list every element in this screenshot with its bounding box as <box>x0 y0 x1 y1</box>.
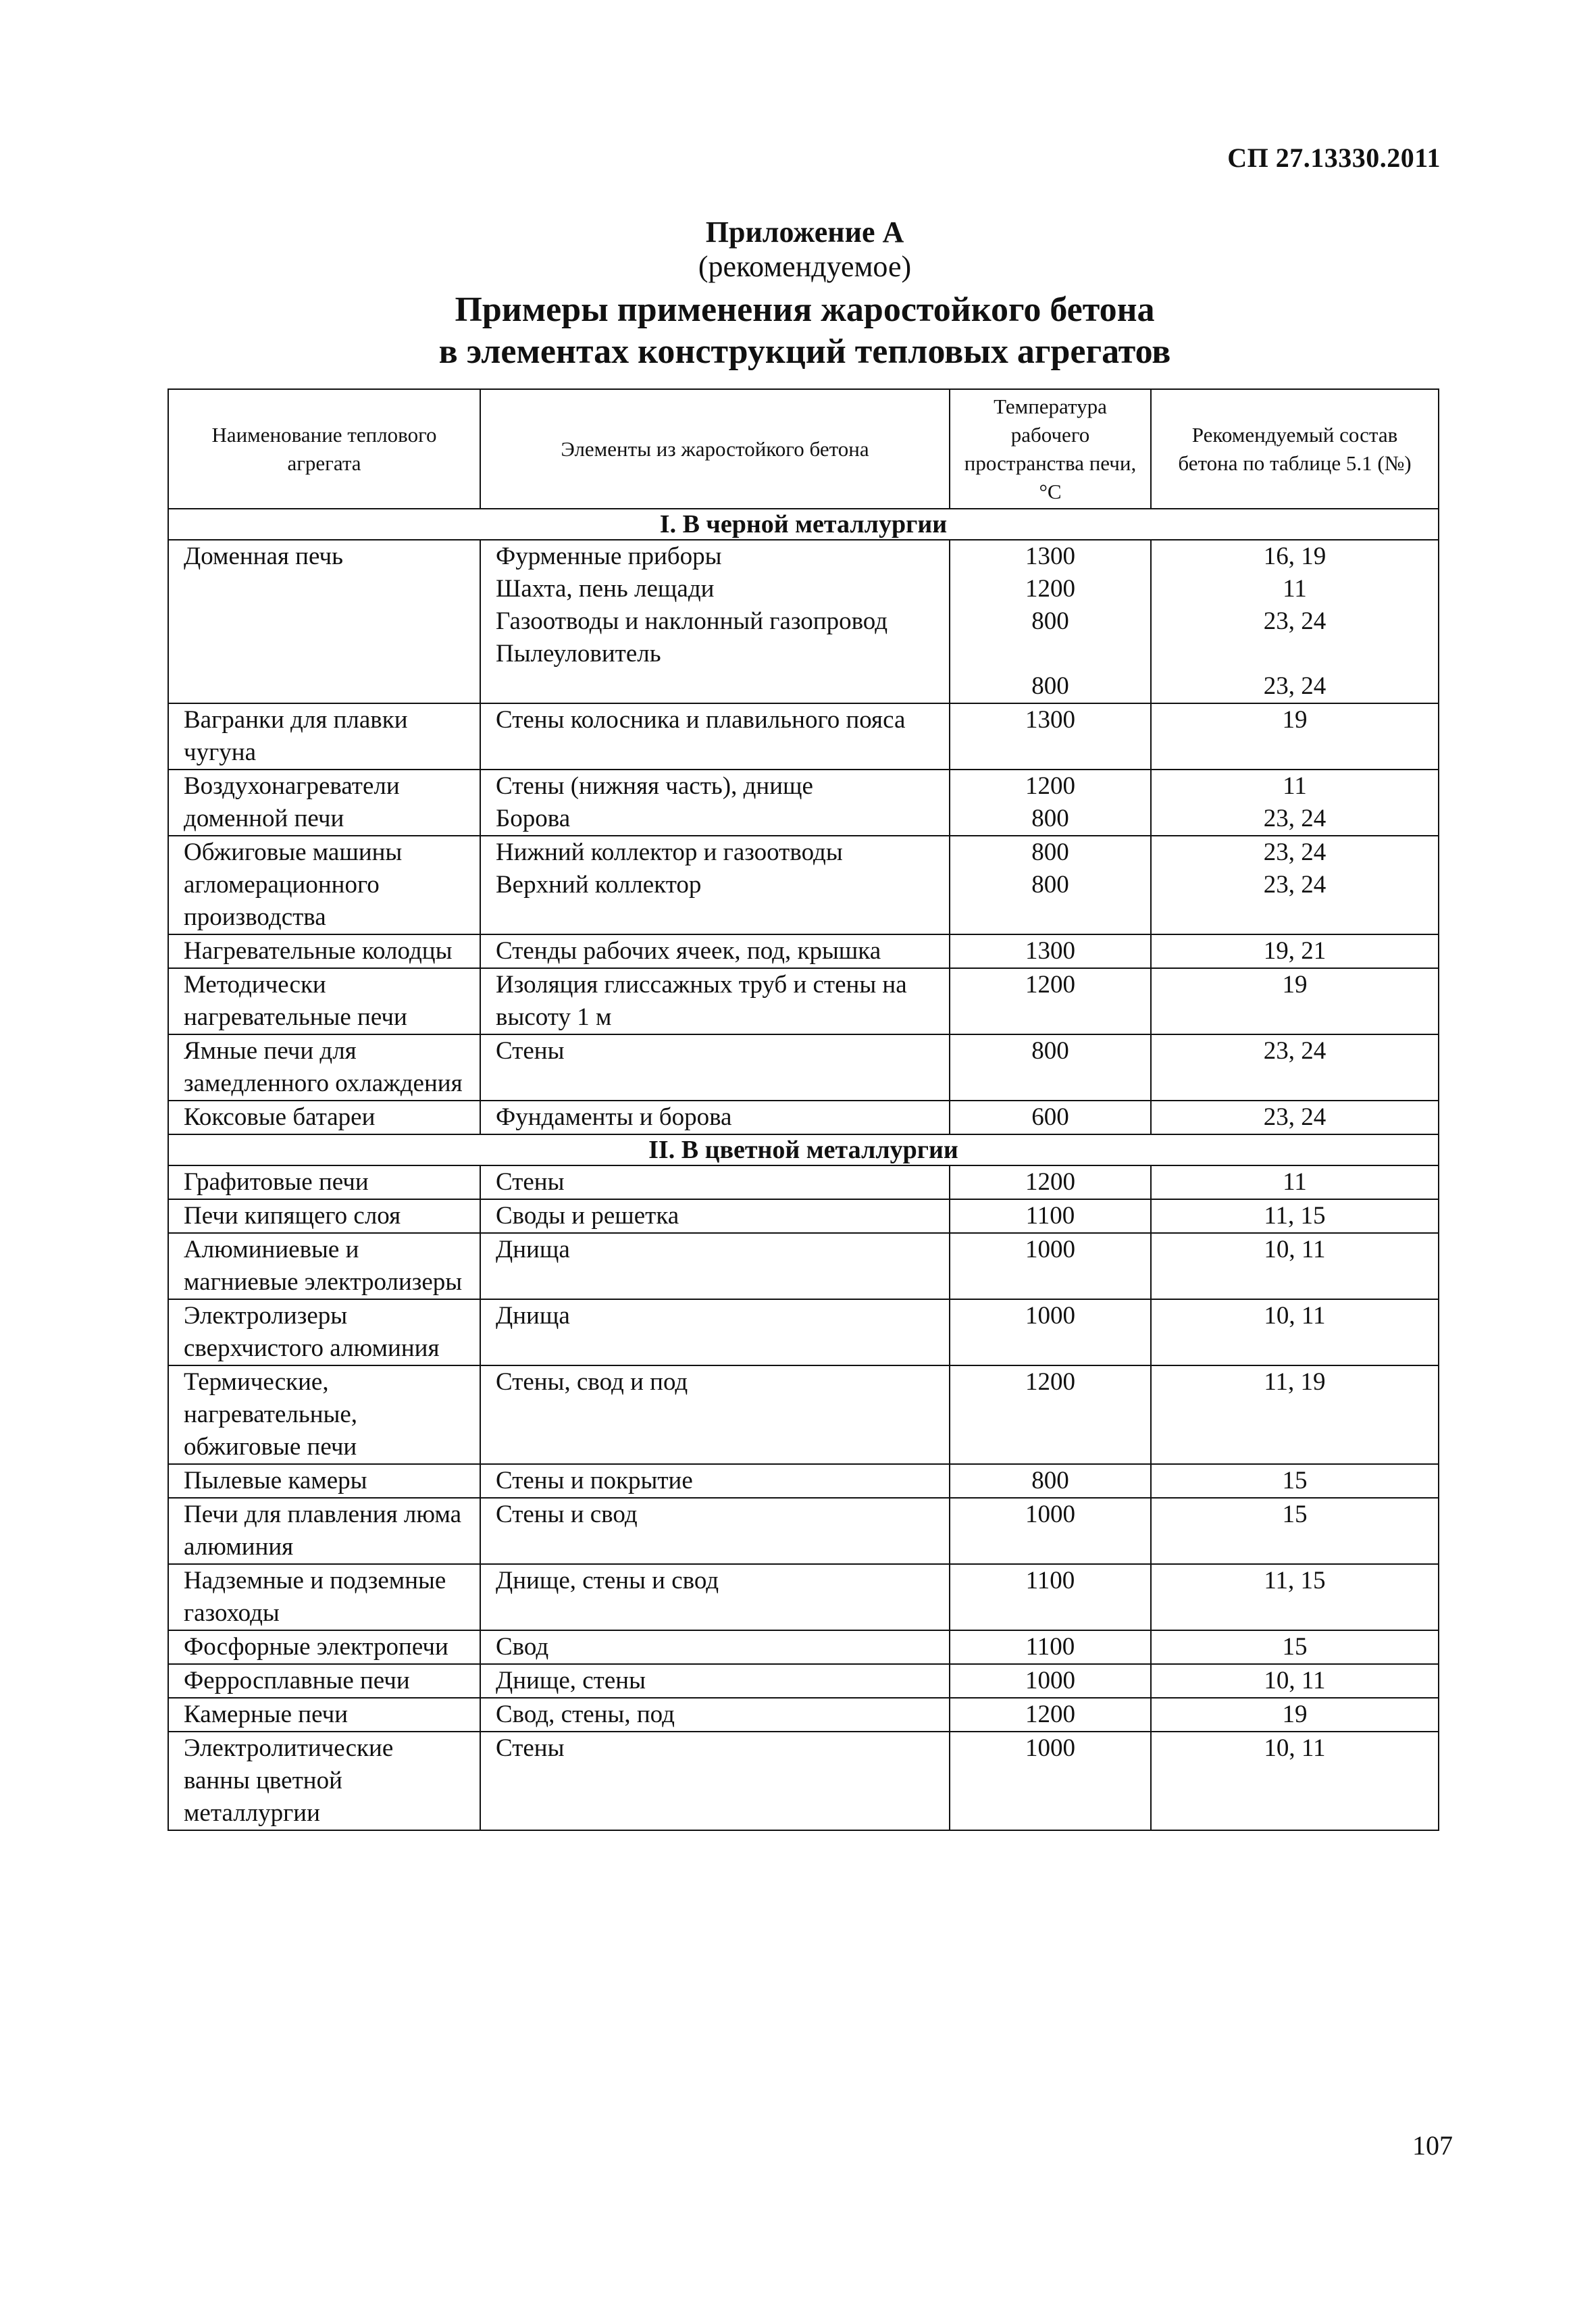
elements-cell <box>480 1698 950 1732</box>
mix-cell <box>1151 1233 1439 1299</box>
unit-name-cell: Печи для плавления люма алюминия <box>168 1498 480 1564</box>
temperature-cell <box>950 1299 1151 1365</box>
unit-name-cell: Электролизеры сверхчистого алюминия <box>168 1299 480 1365</box>
table-row <box>168 1101 1439 1134</box>
temperature-value: 1300 <box>1025 937 1075 965</box>
mix-value: 23, 24 <box>1263 805 1327 832</box>
table-row <box>168 1732 1439 1830</box>
element-entry: Днища <box>496 1236 570 1263</box>
unit-name-cell: Пылевые камеры <box>168 1464 480 1498</box>
mix-value: 11, 15 <box>1264 1202 1326 1230</box>
mix-value: 19 <box>1282 706 1308 734</box>
appendix-title: Приложение А <box>705 216 904 249</box>
temperature-cell <box>950 1165 1151 1199</box>
column-header-elements: Элементы из жаростойкого бетона <box>480 389 950 509</box>
mix-value: 10, 11 <box>1264 1667 1326 1694</box>
element-entry: Пылеуловитель <box>496 640 661 668</box>
element-entry: Днища <box>496 1302 570 1330</box>
elements-cell <box>480 770 950 836</box>
table-row <box>168 1664 1439 1698</box>
table-header-row <box>168 389 1439 509</box>
element-entry: Своды и решетка <box>496 1202 679 1230</box>
mix-cell <box>1151 1498 1439 1564</box>
mix-cell <box>1151 1299 1439 1365</box>
mix-value: 19 <box>1282 1701 1308 1728</box>
element-entry: Днище, стены и свод <box>496 1567 719 1594</box>
mix-cell <box>1151 836 1439 934</box>
column-header-temperature: Температура рабочего пространства печи, °С <box>950 389 1151 509</box>
table-row <box>168 703 1439 770</box>
temperature-value: 1200 <box>1025 971 1075 999</box>
mix-value: 15 <box>1282 1633 1308 1661</box>
mix-value: 19 <box>1282 971 1308 999</box>
temperature-value: 1200 <box>1025 1701 1075 1728</box>
mix-cell <box>1151 770 1439 836</box>
mix-value: 16, 19 <box>1263 543 1327 570</box>
element-entry: Свод, стены, под <box>496 1701 675 1728</box>
elements-cell <box>480 540 950 703</box>
column-header-unit: Наименование теплового агрегата <box>168 389 480 509</box>
unit-name-cell: Коксовые батареи <box>168 1101 480 1134</box>
temperature-value: 800 <box>1031 672 1069 700</box>
element-entry: Стены и свод <box>496 1501 638 1528</box>
temperature-value: 1000 <box>1025 1667 1075 1694</box>
mix-cell <box>1151 1365 1439 1464</box>
temperature-cell <box>950 1199 1151 1233</box>
unit-name-cell: Вагранки для плавки чугуна <box>168 703 480 770</box>
table-row <box>168 1564 1439 1630</box>
elements-cell <box>480 1199 950 1233</box>
table-row <box>168 1498 1439 1564</box>
element-entry: Борова <box>496 805 571 832</box>
temperature-cell <box>950 703 1151 770</box>
elements-cell <box>480 934 950 968</box>
document-code: СП 27.13330.2011 <box>1227 143 1441 173</box>
temperature-cell <box>950 540 1151 703</box>
element-entry: Газоотводы и наклонный газопровод <box>496 607 888 635</box>
mix-value: 10, 11 <box>1264 1734 1326 1762</box>
unit-name-cell: Обжиговые машины агломерационного производства <box>168 836 480 934</box>
temperature-value: 800 <box>1031 871 1069 899</box>
mix-cell <box>1151 1101 1439 1134</box>
temperature-value: 1300 <box>1025 706 1075 734</box>
element-entry: Свод <box>496 1633 549 1661</box>
table-row <box>168 1034 1439 1101</box>
elements-cell <box>480 1564 950 1630</box>
unit-name-cell: Фосфорные электропечи <box>168 1630 480 1664</box>
temperature-value: 800 <box>1031 838 1069 866</box>
temperature-value: 1100 <box>1025 1202 1075 1230</box>
appendix-note: (рекомендуемое) <box>698 250 912 283</box>
mix-value: 23, 24 <box>1263 1037 1327 1065</box>
unit-name-cell: Графитовые печи <box>168 1165 480 1199</box>
temperature-cell <box>950 770 1151 836</box>
table-row <box>168 540 1439 703</box>
mix-cell <box>1151 1732 1439 1830</box>
temperature-cell <box>950 1365 1151 1464</box>
temperature-cell <box>950 1564 1151 1630</box>
temperature-cell <box>950 1233 1151 1299</box>
table-row <box>168 1365 1439 1464</box>
mix-value: 15 <box>1282 1467 1308 1494</box>
elements-cell <box>480 1498 950 1564</box>
element-entry: Фундаменты и борова <box>496 1103 732 1131</box>
section-title: II. В цветной металлургии <box>168 1134 1439 1165</box>
temperature-value: 1200 <box>1025 1168 1075 1196</box>
table-row <box>168 968 1439 1034</box>
table-row <box>168 1630 1439 1664</box>
unit-name-cell: Алюминиевые и магниевые электролизеры <box>168 1233 480 1299</box>
element-entry: Шахта, пень лещади <box>496 575 715 603</box>
element-entry: Стены <box>496 1037 565 1065</box>
temperature-cell <box>950 1034 1151 1101</box>
mix-value: 23, 24 <box>1263 607 1327 635</box>
temperature-value: 800 <box>1031 1467 1069 1494</box>
element-entry: Верхний коллектор <box>496 871 702 899</box>
document-title <box>14 289 1596 373</box>
temperature-value: 1300 <box>1025 543 1075 570</box>
elements-cell <box>480 1233 950 1299</box>
heading-block <box>0 215 1596 373</box>
table-row <box>168 1233 1439 1299</box>
mix-cell <box>1151 968 1439 1034</box>
temperature-value: 1000 <box>1025 1302 1075 1330</box>
section-title: I. В черной металлургии <box>168 509 1439 540</box>
mix-cell <box>1151 1199 1439 1233</box>
elements-cell <box>480 1165 950 1199</box>
temperature-cell <box>950 1698 1151 1732</box>
temperature-value: 1200 <box>1025 772 1075 800</box>
temperature-value: 800 <box>1031 805 1069 832</box>
mix-cell <box>1151 1630 1439 1664</box>
temperature-value: 1000 <box>1025 1236 1075 1263</box>
mix-value: 11, 15 <box>1264 1567 1326 1594</box>
unit-name-cell: Нагревательные колодцы <box>168 934 480 968</box>
temperature-value <box>956 638 1145 670</box>
document-title-line-2: в элементах конструкций тепловых агрегатов <box>438 332 1171 371</box>
elements-cell <box>480 1630 950 1664</box>
concrete-application-table <box>168 388 1439 1831</box>
page-number: 107 <box>1412 2130 1453 2161</box>
mix-cell <box>1151 934 1439 968</box>
table-row <box>168 1698 1439 1732</box>
element-entry: Стены колосника и плавильного пояса <box>496 706 906 734</box>
unit-name-cell: Камерные печи <box>168 1698 480 1732</box>
unit-name-cell: Доменная печь <box>168 540 480 703</box>
mix-value: 11 <box>1283 1168 1307 1196</box>
table-body <box>168 509 1439 1830</box>
mix-value: 15 <box>1282 1501 1308 1528</box>
temperature-cell <box>950 1464 1151 1498</box>
temperature-value: 1200 <box>1025 575 1075 603</box>
mix-cell <box>1151 1464 1439 1498</box>
mix-value: 10, 11 <box>1264 1302 1326 1330</box>
unit-name-cell: Печи кипящего слоя <box>168 1199 480 1233</box>
temperature-value: 600 <box>1031 1103 1069 1131</box>
temperature-cell <box>950 934 1151 968</box>
mix-cell <box>1151 1698 1439 1732</box>
document-title-line-1: Примеры применения жаростойкого бетона <box>455 291 1155 329</box>
table-row <box>168 770 1439 836</box>
element-entry: Днище, стены <box>496 1667 646 1694</box>
temperature-value: 1000 <box>1025 1734 1075 1762</box>
mix-cell <box>1151 1165 1439 1199</box>
temperature-value: 800 <box>1031 607 1069 635</box>
column-header-mix: Рекомендуемый состав бетона по таблице 5.1 (№) <box>1151 389 1439 509</box>
mix-value: 11 <box>1283 575 1307 603</box>
mix-value: 23, 24 <box>1263 672 1327 700</box>
unit-name-cell: Электролитические ванны цветной металлургии <box>168 1732 480 1830</box>
temperature-cell <box>950 968 1151 1034</box>
table-row <box>168 1199 1439 1233</box>
unit-name-cell: Методически нагревательные печи <box>168 968 480 1034</box>
elements-cell <box>480 1101 950 1134</box>
mix-value: 23, 24 <box>1263 838 1327 866</box>
section-row <box>168 1134 1439 1165</box>
mix-value <box>1157 638 1433 670</box>
table-row <box>168 1165 1439 1199</box>
elements-cell <box>480 703 950 770</box>
table-row <box>168 1464 1439 1498</box>
temperature-value: 1000 <box>1025 1501 1075 1528</box>
temperature-cell <box>950 836 1151 934</box>
mix-cell <box>1151 1664 1439 1698</box>
element-entry: Нижний коллектор и газоотводы <box>496 838 843 866</box>
temperature-cell <box>950 1101 1151 1134</box>
table-row <box>168 934 1439 968</box>
elements-cell <box>480 1664 950 1698</box>
temperature-value: 1200 <box>1025 1368 1075 1396</box>
element-entry: Фурменные приборы <box>496 543 722 570</box>
mix-value: 11, 19 <box>1264 1368 1326 1396</box>
mix-value: 23, 24 <box>1263 871 1327 899</box>
elements-cell <box>480 1365 950 1464</box>
mix-value: 10, 11 <box>1264 1236 1326 1263</box>
mix-value: 19, 21 <box>1263 937 1327 965</box>
element-entry: Стены и покрытие <box>496 1467 693 1494</box>
elements-cell <box>480 836 950 934</box>
mix-cell <box>1151 1034 1439 1101</box>
unit-name-cell: Термические, нагревательные, обжиговые печи <box>168 1365 480 1464</box>
temperature-cell <box>950 1732 1151 1830</box>
element-entry: Стены <box>496 1168 565 1196</box>
unit-name-cell: Воздухонагреватели доменной печи <box>168 770 480 836</box>
temperature-cell <box>950 1664 1151 1698</box>
unit-name-cell: Ямные печи для замедленного охлаждения <box>168 1034 480 1101</box>
table-row <box>168 1299 1439 1365</box>
elements-cell <box>480 1732 950 1830</box>
unit-name-cell: Ферросплавные печи <box>168 1664 480 1698</box>
mix-cell <box>1151 540 1439 703</box>
elements-cell <box>480 968 950 1034</box>
table-row <box>168 836 1439 934</box>
temperature-value: 1100 <box>1025 1567 1075 1594</box>
mix-value: 11 <box>1283 772 1307 800</box>
unit-name-cell: Надземные и подземные газоходы <box>168 1564 480 1630</box>
element-entry: Стенды рабочих ячеек, под, крышка <box>496 937 881 965</box>
elements-cell <box>480 1034 950 1101</box>
mix-cell <box>1151 703 1439 770</box>
element-entry: Изоляция глиссажных труб и стены на высоту 1 м <box>496 971 907 1031</box>
element-entry: Стены (нижняя часть), днище <box>496 772 813 800</box>
element-entry: Стены, свод и под <box>496 1368 688 1396</box>
element-entry: Стены <box>496 1734 565 1762</box>
elements-cell <box>480 1299 950 1365</box>
temperature-cell <box>950 1498 1151 1564</box>
elements-cell <box>480 1464 950 1498</box>
section-row <box>168 509 1439 540</box>
temperature-cell <box>950 1630 1151 1664</box>
mix-cell <box>1151 1564 1439 1630</box>
table-wrapper <box>168 388 1438 1831</box>
temperature-value: 800 <box>1031 1037 1069 1065</box>
mix-value: 23, 24 <box>1263 1103 1327 1131</box>
temperature-value: 1100 <box>1025 1633 1075 1661</box>
